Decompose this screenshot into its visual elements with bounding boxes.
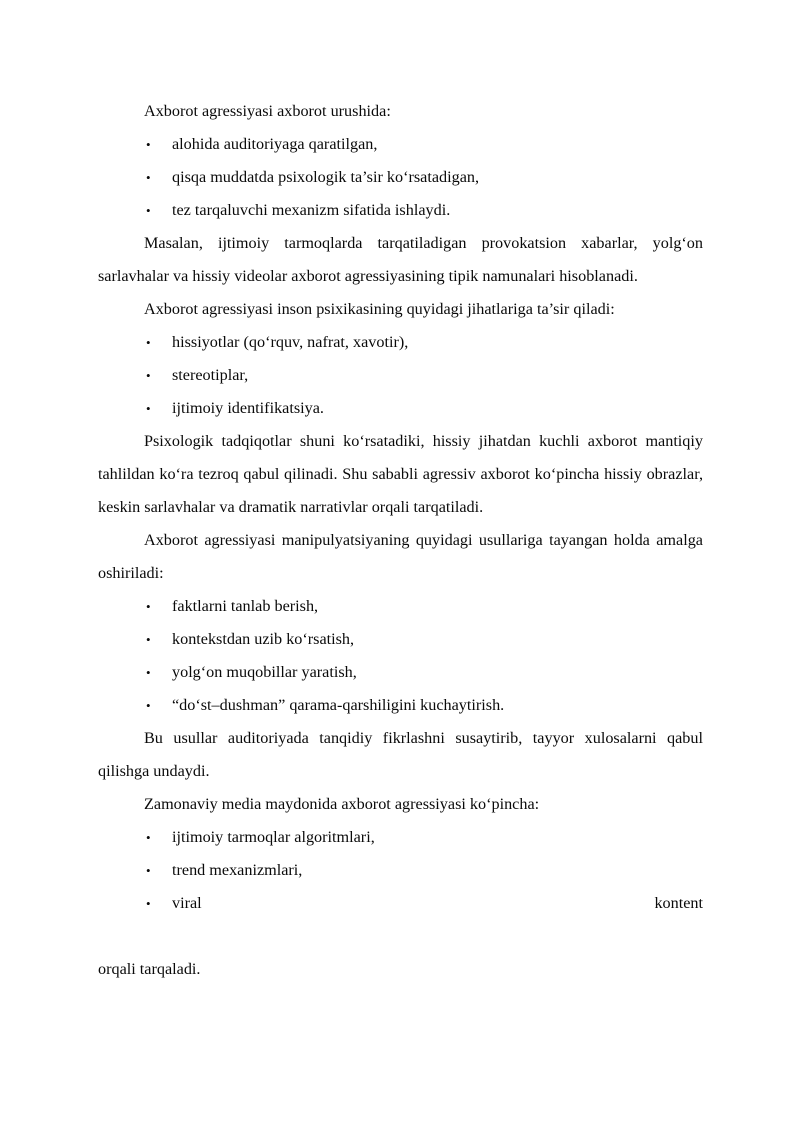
- list-item-label: tez tarqaluvchi mexanizm sifatida ishlaydi.: [172, 201, 451, 219]
- list-item: [98, 326, 703, 359]
- list-item-label: ijtimoiy identifikatsiya.: [172, 399, 324, 417]
- list-item: [98, 161, 703, 194]
- bullet-icon: •: [146, 368, 151, 383]
- list-item: [98, 656, 703, 689]
- list-item: [98, 359, 703, 392]
- list-item-label: alohida auditoriyaga qaratilgan,: [172, 135, 378, 153]
- list-item-stretched-line: [172, 887, 703, 953]
- bullet-icon: •: [146, 203, 151, 218]
- bullet-list-zamonaviy: [98, 821, 703, 953]
- bullet-icon: •: [146, 170, 151, 185]
- list-item-label: stereotiplar,: [172, 366, 249, 384]
- list-item-label: “do‘st–dushman” qarama-qarshiligini kuchaytirish.: [172, 696, 505, 714]
- list-item-label: ijtimoiy tarmoqlar algoritmlari,: [172, 828, 375, 846]
- bullet-icon: •: [146, 137, 151, 152]
- list-item-label: faktlarni tanlab berish,: [172, 597, 319, 615]
- list-item-label: qisqa muddatda psixologik ta’sir ko‘rsatadigan,: [172, 168, 480, 186]
- list-item-label: hissiyotlar (qo‘rquv, nafrat, xavotir),: [172, 333, 409, 351]
- list-item-label: yolg‘on muqobillar yaratish,: [172, 663, 357, 681]
- paragraph-psixika-intro: Axborot agressiyasi inson psixikasining quyidagi jihatlariga ta’sir qiladi:: [144, 300, 615, 318]
- bullet-icon: •: [146, 335, 151, 350]
- list-item-label: kontekstdan uzib ko‘rsatish,: [172, 630, 355, 648]
- bullet-icon: •: [146, 830, 151, 845]
- list-item: [98, 590, 703, 623]
- bullet-icon: •: [146, 599, 151, 614]
- list-item: [98, 128, 703, 161]
- bullet-list-urushida: [98, 128, 703, 227]
- paragraph-zamonaviy-intro: Zamonaviy media maydonida axborot agressiyasi ko‘pincha:: [144, 795, 540, 813]
- list-item-label-end: kontent: [654, 894, 703, 912]
- list-item: [98, 194, 703, 227]
- bullet-list-manipulyatsiya: [98, 590, 703, 722]
- list-item-label-start: viral: [172, 894, 202, 912]
- list-item: [98, 689, 703, 722]
- paragraph-masalan: Masalan, ijtimoiy tarmoqlarda tarqatiladigan provokatsion xabarlar, yolg‘on sarlavhalar va hissiy videolar axborot agressiyasining tipik namunalari hisoblanadi.: [98, 234, 703, 285]
- list-item: [98, 854, 703, 887]
- list-item-label: trend mexanizmlari,: [172, 861, 303, 879]
- list-item: [98, 623, 703, 656]
- paragraph-closing: orqali tarqaladi.: [98, 960, 201, 978]
- paragraph-intro-urushida: Axborot agressiyasi axborot urushida:: [144, 102, 391, 120]
- paragraph-manipulyatsiya-intro: Axborot agressiyasi manipulyatsiyaning quyidagi usullariga tayangan holda amalga oshiriladi:: [98, 531, 703, 582]
- paragraph-tadqiqotlar: Psixologik tadqiqotlar shuni ko‘rsatadiki, hissiy jihatdan kuchli axborot mantiqiy tahlildan ko‘ra tezroq qabul qilinadi. Shu sababli agressiv axborot ko‘pincha hissiy obrazlar, keskin sarlavhalar va dramatik narrativlar orqali tarqatiladi.: [98, 432, 703, 516]
- document-body: [98, 95, 703, 986]
- bullet-list-psixika: [98, 326, 703, 425]
- bullet-icon: •: [146, 401, 151, 416]
- list-item: [98, 887, 703, 953]
- bullet-icon: •: [146, 698, 151, 713]
- list-item: [98, 392, 703, 425]
- bullet-icon: •: [146, 863, 151, 878]
- bullet-icon: •: [146, 632, 151, 647]
- list-item: [98, 821, 703, 854]
- bullet-icon: •: [146, 896, 151, 911]
- bullet-icon: •: [146, 665, 151, 680]
- paragraph-bu-usullar: Bu usullar auditoriyada tanqidiy fikrlashni susaytirib, tayyor xulosalarni qabul qilishga undaydi.: [98, 729, 703, 780]
